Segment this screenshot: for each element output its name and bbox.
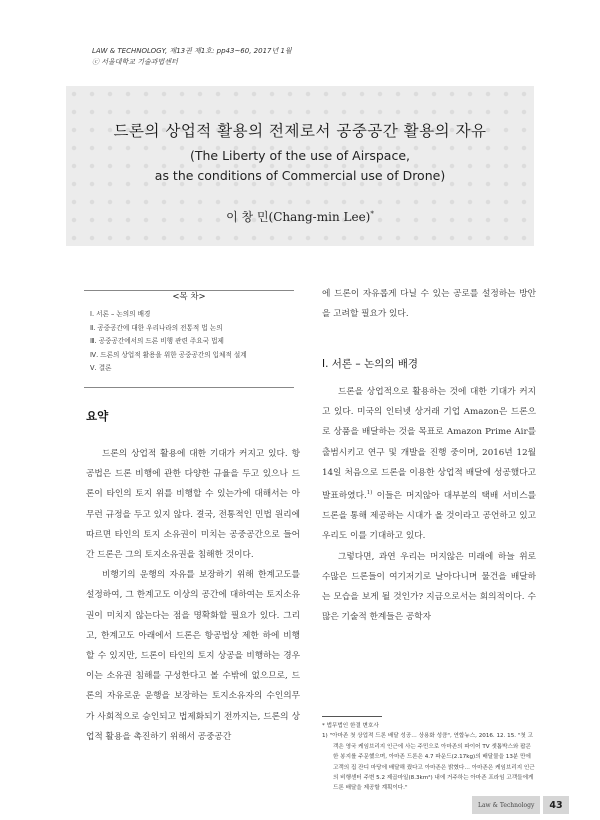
toc-item: Ⅰ. 서론 – 논의의 배경 <box>90 310 151 318</box>
right-column-continuation <box>322 284 536 324</box>
toc-list <box>90 308 247 376</box>
section-body <box>322 382 536 627</box>
toc-item: Ⅳ. 드론의 상업적 활용을 위한 공중공간의 입체적 설계 <box>90 350 247 359</box>
abstract-paragraph: 드론의 상업적 활용에 대한 기대가 커지고 있다. 항공법은 드론 비행에 관한 다양한 규율을 두고 있으나 드론이 타인의 토지 위를 비행할 수 있는가에 대해서는 아무런 규정을 두고 있지 않다. 결국, 전통적인 민법 원리에 따르면 타인의 토지 소유권이 미치는 공중공간으로 들어간 드론은 그의 토지소유권을 침해한 것이다. <box>86 449 300 561</box>
author-footnote-mark: * <box>370 210 374 218</box>
author-line <box>66 208 534 225</box>
page-number: 43 <box>543 796 568 814</box>
header-citation: LAW & TECHNOLOGY, 제13권 제1호: pp43~60, 2017년 1월 <box>92 47 292 55</box>
footnote-divider <box>322 716 382 717</box>
footnote-author: * 법무법인 한결 변호사 <box>322 723 379 729</box>
footnote-ref: 1) <box>366 490 373 497</box>
footer-journal-name: Law & Technology <box>472 796 540 814</box>
toc-title-wrap <box>84 284 294 303</box>
title-block <box>66 86 534 246</box>
toc-item: Ⅱ. 공중공간에 대한 우리나라의 전통적 법 논의 <box>90 323 223 332</box>
author-name: 이 창 민(Chang-min Lee) <box>226 210 371 224</box>
body-text: 드론을 상업적으로 활용하는 것에 대한 기대가 커지고 있다. 미국의 인터넷 상거래 기업 Amazon은 드론으로 상품을 배달하는 것을 목표로 Amazon Prime Air를 출범시키고 연구 및 개발을 진행 중이며, 2016년 12월 14일 처음으로 드론을 이용한 상업적 배달에 성공했다고 발표하였다. <box>322 387 536 501</box>
title-english-line1: (The Liberty of the use of Airspace, <box>189 148 410 163</box>
body-paragraph: 그렇다면, 과연 우리는 머지않은 미래에 하늘 위로 수많은 드론들이 여기저기로 날아다니며 물건을 배달하는 모습을 보게 될 것인가? 지금으로서는 회의적이다. 수많은 기술적 한계들은 공학자 <box>322 551 536 623</box>
toc-item: Ⅲ. 공중공간에서의 드론 비행 관련 주요국 법제 <box>90 337 224 345</box>
footnote-1: 1) "아마존 첫 상업적 드론 배달 성공… 상용화 성큼", 연합뉴스, 2016. 12. 15. "첫 고객은 영국 케임브리지 인근에 사는 주민으로 아마존의 파이어 TV 셋톱박스와 팝콘 한 봉지를 주문했으며, 아마존 드론은 4.7 파운드(2.17kg)의 배달물을 13분 만에 고객의 집 잔디 마당에 배달해 줬다고 아마존은 밝혔다… 아마존은 케임브리지 인근의 비행센터 주변 5.2 제곱마일(8.3km²) 내에 거주하는 아마존 프라임 고객들에게 드론 배달을 제공할 계획이다." <box>322 733 535 792</box>
abstract-paragraph: 비행기의 운행의 자유를 보장하기 위해 한계고도를 설정하여, 그 한계고도 이상의 공간에 대하여는 토지소유권이 미치지 않는다는 점을 명확화할 필요가 있다. 그리고, 한계고도 아래에서 드론은 항공법상 제한 하에 비행할 수 있지만, 드론이 타인의 토지 상공을 비행하는 경우 이는 소유권 침해를 구성한다고 볼 수밖에 없으므로, 드론의 자유로운 운행을 보장하는 토지소유자의 수인의무가 사회적으로 승인되고 법제화되기 전까지는, 드론의 상업적 활용을 촉진하기 위해서 공중공간 <box>86 570 300 742</box>
toc-title: <목 차> <box>164 292 213 302</box>
header-copyright: ⓒ 서울대학교 기술과법센터 <box>92 58 178 66</box>
section-heading: Ⅰ. 서론 – 논의의 배경 <box>322 358 419 370</box>
table-of-contents <box>84 290 294 388</box>
body-text: 이들은 머지않아 대부분의 택배 서비스를 드론을 통해 제공하는 시대가 올 것이라고 공언하고 있고 우리도 이를 기대하고 있다. <box>322 490 536 542</box>
page-footer <box>472 796 569 814</box>
title-korean: 드론의 상업적 활용의 전제로서 공중공간 활용의 자유 <box>113 122 487 140</box>
continuation-text: 에 드론이 자유롭게 다닐 수 있는 공로를 설정하는 방안을 고려할 필요가 있다. <box>322 289 536 320</box>
title-english-line2: as the conditions of Commercial use of Drone) <box>154 168 446 183</box>
toc-item: Ⅴ. 결론 <box>90 364 112 372</box>
journal-header <box>92 46 292 68</box>
body-paragraph <box>322 382 536 547</box>
abstract-body <box>86 444 300 747</box>
abstract-heading: 요약 <box>86 409 109 423</box>
footnotes <box>322 721 536 794</box>
